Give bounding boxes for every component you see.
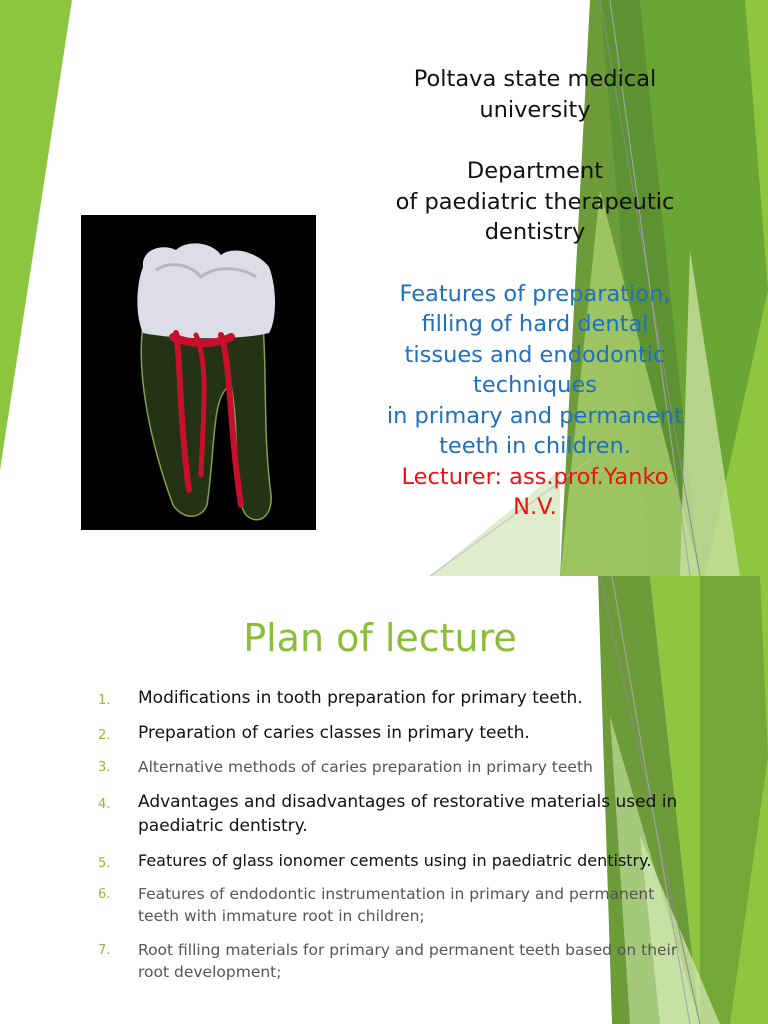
list-item [98,939,678,983]
item-text: Modifications in tooth preparation for primary teeth. [138,688,583,708]
item-text: Preparation of caries classes in primary teeth. [138,723,530,743]
list-item [98,883,678,927]
title-text-block [360,64,710,523]
item-number: 5. [98,856,111,871]
department-line-2: of paediatric therapeutic [395,188,675,215]
item-number: 7. [98,943,111,958]
lecture-plan-list [98,686,678,995]
item-text: Advantages and disadvantages of restorative materials used in paediatric dentistry. [138,792,678,836]
item-text: Root filling materials for primary and permanent teeth based on their root development; [138,941,678,981]
lecturer-line-1: Lecturer: ass.prof.Yanko [401,463,669,490]
plan-slide [0,576,768,1024]
item-text: Features of endodontic instrumentation in primary and permanent teeth with immature root in children; [138,885,655,925]
lecturer-line-2: N.V. [513,494,557,520]
department-line-3: dentistry [484,219,586,245]
topic-line-5: in primary and permanent [386,402,684,429]
item-text: Alternative methods of caries preparation in primary teeth [138,758,593,776]
topic-line-2: filling of hard dental [421,311,649,337]
topic-line-4: techniques [473,372,597,398]
item-number: 4. [98,797,111,812]
page-title: Plan of lecture [243,616,517,660]
item-number: 2. [98,728,111,743]
topic-line-1: Features of preparation, [399,280,671,307]
list-item [98,790,678,838]
list-item [98,756,678,778]
tooth-root-canal-image [81,215,316,530]
item-text: Features of glass ionomer cements using in paediatric dentistry. [138,851,652,870]
university-line-2: university [479,96,591,123]
list-item [98,686,678,710]
item-number: 6. [98,887,111,902]
department-line-1: Department [466,158,604,184]
item-number: 3. [98,760,111,775]
item-number: 1. [98,693,111,708]
university-line-1: Poltava state medical [413,66,657,92]
topic-line-6: teeth in children. [439,433,631,459]
list-item [98,721,678,745]
topic-line-3: tissues and endodontic [404,341,666,368]
list-item [98,849,678,873]
